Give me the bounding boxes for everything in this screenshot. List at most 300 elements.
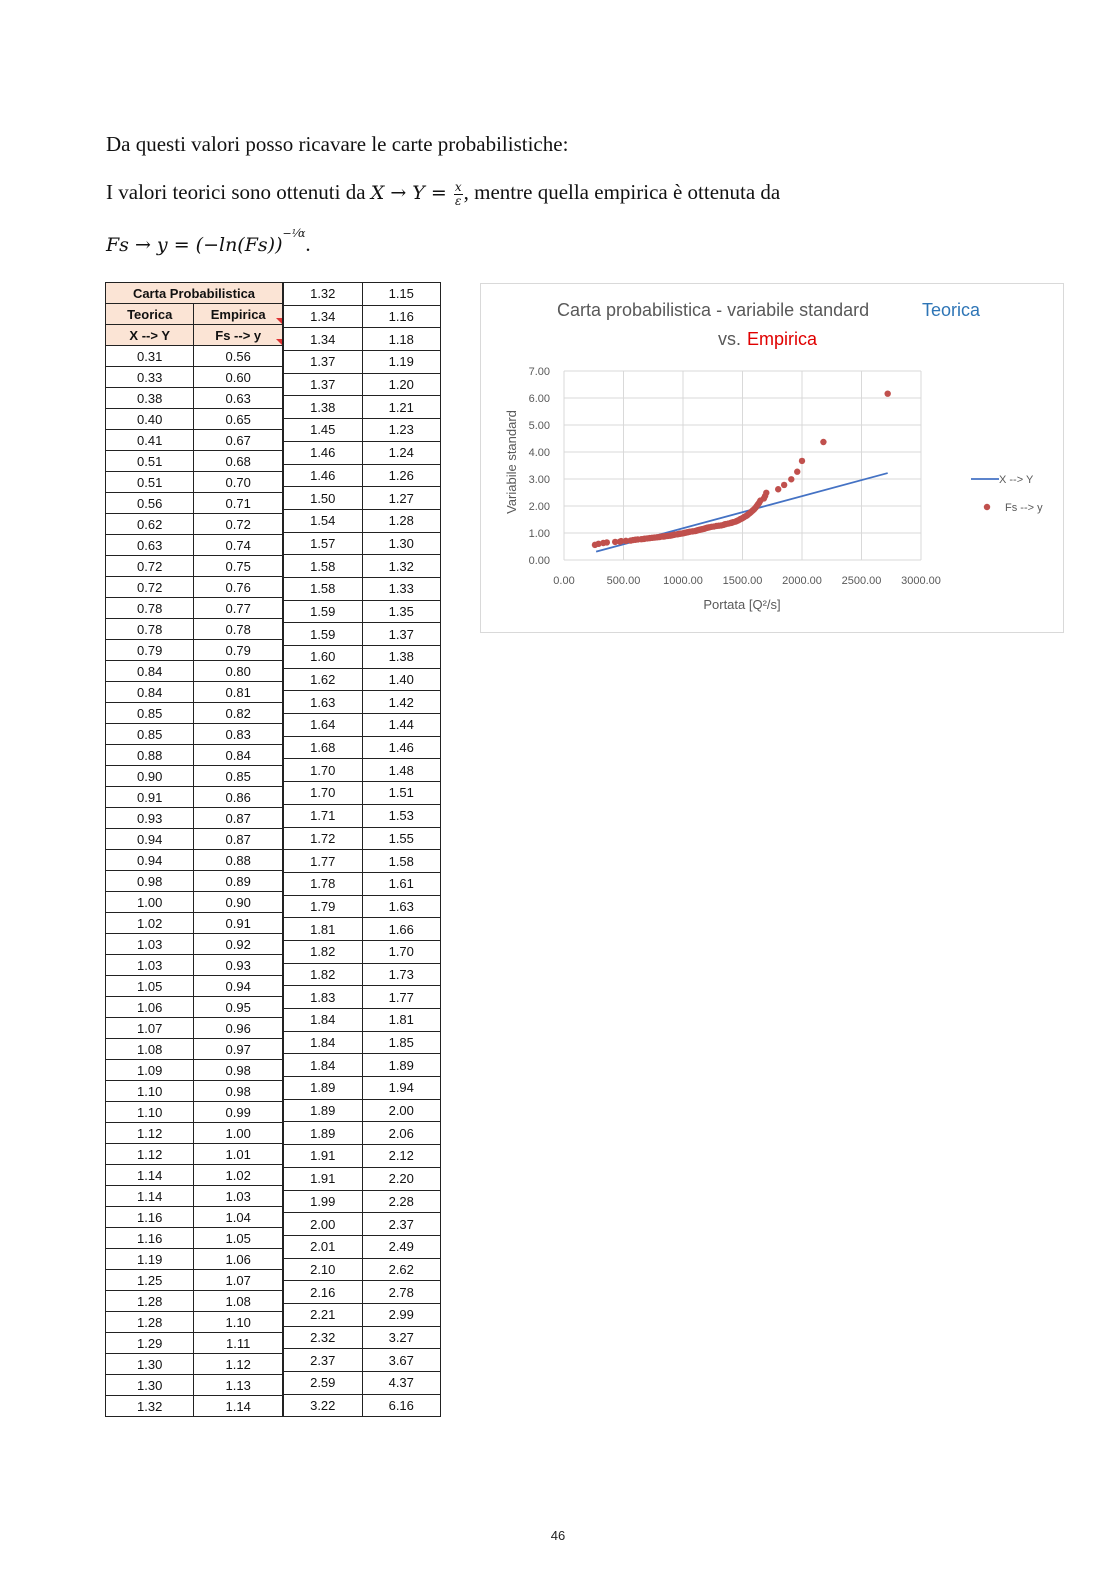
cell-empirica: 0.99 xyxy=(194,1102,283,1123)
cell-empirica: 1.01 xyxy=(194,1144,283,1165)
table-row xyxy=(284,555,441,578)
cell-teorica: 1.62 xyxy=(284,668,363,691)
line3-exponent: −¹⁄α xyxy=(282,227,306,240)
chart-title-empirica: Empirica xyxy=(747,329,818,349)
cell-empirica: 0.83 xyxy=(194,724,283,745)
intro-line-3 xyxy=(106,227,311,257)
table-row xyxy=(106,1186,283,1207)
legend-dot-swatch xyxy=(984,504,990,510)
cell-teorica: 1.89 xyxy=(284,1122,363,1145)
cell-teorica: 0.88 xyxy=(106,745,194,766)
cell-empirica: 1.53 xyxy=(362,804,441,827)
cell-empirica: 0.77 xyxy=(194,598,283,619)
cell-teorica: 1.89 xyxy=(284,1077,363,1100)
table-row xyxy=(284,600,441,623)
y-tick-label: 5.00 xyxy=(528,420,550,432)
cell-teorica: 0.94 xyxy=(106,850,194,871)
cell-teorica: 1.50 xyxy=(284,487,363,510)
y-axis-label: Variabile standard xyxy=(504,410,519,514)
cell-teorica: 0.41 xyxy=(106,430,194,451)
x-tick-label: 2500.00 xyxy=(841,575,882,587)
cell-teorica: 1.79 xyxy=(284,895,363,918)
data-point-fs-y xyxy=(781,482,787,488)
cell-empirica: 0.98 xyxy=(194,1081,283,1102)
cell-empirica: 1.12 xyxy=(194,1354,283,1375)
table-row xyxy=(106,1312,283,1333)
table-row xyxy=(106,1291,283,1312)
table-row xyxy=(284,328,441,351)
cell-empirica: 0.76 xyxy=(194,577,283,598)
cell-empirica: 1.20 xyxy=(362,373,441,396)
x-tick-label: 2000.00 xyxy=(782,575,822,587)
cell-teorica: 0.72 xyxy=(106,556,194,577)
line3-end: . xyxy=(305,232,311,256)
col-header-empirica: Empirica xyxy=(194,304,283,325)
table-row xyxy=(106,577,283,598)
cell-teorica: 0.79 xyxy=(106,640,194,661)
table-title: Carta Probabilistica xyxy=(106,283,283,304)
cell-empirica: 3.27 xyxy=(362,1326,441,1349)
table-row xyxy=(284,1031,441,1054)
cell-teorica: 1.07 xyxy=(106,1018,194,1039)
cell-empirica: 2.49 xyxy=(362,1235,441,1258)
cell-teorica: 1.68 xyxy=(284,736,363,759)
cell-teorica: 1.06 xyxy=(106,997,194,1018)
cell-teorica: 0.63 xyxy=(106,535,194,556)
table-row xyxy=(284,714,441,737)
cell-empirica: 1.66 xyxy=(362,918,441,941)
fraction-numerator: x xyxy=(454,179,462,194)
data-point-fs-y xyxy=(799,458,805,464)
cell-empirica: 1.04 xyxy=(194,1207,283,1228)
cell-empirica: 1.32 xyxy=(362,555,441,578)
table-row xyxy=(284,646,441,669)
table-row xyxy=(106,640,283,661)
table-row xyxy=(284,986,441,1009)
table-row xyxy=(106,409,283,430)
chart-svg xyxy=(481,284,1063,632)
cell-teorica: 1.30 xyxy=(106,1354,194,1375)
cell-teorica: 0.40 xyxy=(106,409,194,430)
cell-empirica: 2.37 xyxy=(362,1213,441,1236)
table-row xyxy=(284,782,441,805)
cell-teorica: 1.54 xyxy=(284,509,363,532)
cell-teorica: 0.84 xyxy=(106,682,194,703)
cell-empirica: 0.74 xyxy=(194,535,283,556)
cell-empirica: 2.12 xyxy=(362,1145,441,1168)
x-tick-label: 0.00 xyxy=(553,575,575,587)
cell-empirica: 1.07 xyxy=(194,1270,283,1291)
intro-line-2 xyxy=(106,180,780,208)
cell-teorica: 0.94 xyxy=(106,829,194,850)
table-row xyxy=(106,808,283,829)
table-row xyxy=(284,940,441,963)
cell-teorica: 1.10 xyxy=(106,1102,194,1123)
cell-teorica: 1.37 xyxy=(284,351,363,374)
legend-label-fs-y: Fs --> y xyxy=(1005,502,1043,514)
cell-empirica: 2.99 xyxy=(362,1303,441,1326)
fraction-denominator: ε xyxy=(455,193,462,208)
cell-teorica: 1.25 xyxy=(106,1270,194,1291)
cell-teorica: 1.89 xyxy=(284,1099,363,1122)
table-row xyxy=(284,1167,441,1190)
table-row xyxy=(284,1190,441,1213)
cell-teorica: 0.56 xyxy=(106,493,194,514)
cell-empirica: 1.21 xyxy=(362,396,441,419)
cell-empirica: 0.71 xyxy=(194,493,283,514)
cell-teorica: 1.57 xyxy=(284,532,363,555)
cell-empirica: 0.89 xyxy=(194,871,283,892)
table-row xyxy=(106,745,283,766)
cell-teorica: 1.78 xyxy=(284,872,363,895)
cell-empirica: 0.81 xyxy=(194,682,283,703)
page-number: 46 xyxy=(550,1528,566,1543)
table-row xyxy=(284,668,441,691)
chart-title-vs: vs. xyxy=(718,329,742,349)
cell-teorica: 1.70 xyxy=(284,759,363,782)
cell-teorica: 1.32 xyxy=(284,283,363,306)
table-row xyxy=(106,493,283,514)
table-row xyxy=(106,1018,283,1039)
cell-teorica: 0.38 xyxy=(106,388,194,409)
cell-empirica: 1.24 xyxy=(362,441,441,464)
cell-teorica: 1.19 xyxy=(106,1249,194,1270)
table-row xyxy=(284,351,441,374)
cell-empirica: 1.35 xyxy=(362,600,441,623)
table-row xyxy=(106,1060,283,1081)
cell-teorica: 1.45 xyxy=(284,419,363,442)
cell-empirica: 1.00 xyxy=(194,1123,283,1144)
chart-marks xyxy=(592,390,891,551)
table-row xyxy=(284,1372,441,1395)
cell-teorica: 2.32 xyxy=(284,1326,363,1349)
cell-empirica: 0.92 xyxy=(194,934,283,955)
table-row xyxy=(284,464,441,487)
table-row xyxy=(106,598,283,619)
data-point-fs-y xyxy=(884,390,890,396)
table-row xyxy=(284,827,441,850)
table-row xyxy=(284,577,441,600)
cell-teorica: 1.28 xyxy=(106,1312,194,1333)
cell-empirica: 0.60 xyxy=(194,367,283,388)
cell-teorica: 1.09 xyxy=(106,1060,194,1081)
table-row xyxy=(284,918,441,941)
cell-teorica: 1.70 xyxy=(284,782,363,805)
cell-empirica: 2.78 xyxy=(362,1281,441,1304)
cell-teorica: 2.01 xyxy=(284,1235,363,1258)
table-row xyxy=(106,1333,283,1354)
cell-empirica: 1.61 xyxy=(362,872,441,895)
x-tick-label: 1500.00 xyxy=(722,575,763,587)
chart-container xyxy=(480,283,1064,633)
table-row xyxy=(284,759,441,782)
cell-teorica: 0.78 xyxy=(106,598,194,619)
cell-teorica: 1.00 xyxy=(106,892,194,913)
cell-empirica: 1.11 xyxy=(194,1333,283,1354)
line2-text-a: I valori teorici sono ottenuti da xyxy=(106,180,371,204)
line2-text-b: , mentre quella empirica è ottenuta da xyxy=(463,180,781,204)
cell-teorica: 0.51 xyxy=(106,451,194,472)
table-row xyxy=(284,487,441,510)
col-header-teorica: Teorica xyxy=(106,304,194,325)
line2-fraction xyxy=(454,181,463,208)
cell-teorica: 1.59 xyxy=(284,623,363,646)
table-row xyxy=(106,472,283,493)
cell-teorica: 0.98 xyxy=(106,871,194,892)
table-row xyxy=(284,373,441,396)
cell-empirica: 1.46 xyxy=(362,736,441,759)
cell-empirica: 0.63 xyxy=(194,388,283,409)
cell-teorica: 1.16 xyxy=(106,1207,194,1228)
cell-empirica: 1.18 xyxy=(362,328,441,351)
cell-teorica: 1.77 xyxy=(284,850,363,873)
cell-teorica: 1.46 xyxy=(284,464,363,487)
cell-empirica: 1.10 xyxy=(194,1312,283,1333)
table-row xyxy=(284,804,441,827)
table-row xyxy=(106,703,283,724)
data-point-fs-y xyxy=(775,486,781,492)
cell-teorica: 0.51 xyxy=(106,472,194,493)
chart-grid xyxy=(564,371,921,560)
data-point-fs-y xyxy=(820,439,826,445)
table-row xyxy=(284,1145,441,1168)
cell-empirica: 1.30 xyxy=(362,532,441,555)
line2-formula: X → Y = xyxy=(370,182,453,204)
x-tick-label: 500.00 xyxy=(606,575,641,587)
cell-empirica: 0.67 xyxy=(194,430,283,451)
table-row xyxy=(284,1235,441,1258)
cell-teorica: 0.33 xyxy=(106,367,194,388)
table-row xyxy=(106,829,283,850)
table-row xyxy=(106,514,283,535)
table-row xyxy=(106,955,283,976)
table-row xyxy=(284,1303,441,1326)
cell-teorica: 1.38 xyxy=(284,396,363,419)
table-row xyxy=(284,1099,441,1122)
cell-empirica: 1.89 xyxy=(362,1054,441,1077)
cell-empirica: 1.02 xyxy=(194,1165,283,1186)
cell-empirica: 0.91 xyxy=(194,913,283,934)
table-row xyxy=(284,1077,441,1100)
sub-header-x-y: X --> Y xyxy=(106,325,194,346)
cell-empirica: 0.84 xyxy=(194,745,283,766)
table-row xyxy=(106,1354,283,1375)
cell-teorica: 1.59 xyxy=(284,600,363,623)
table-row xyxy=(106,535,283,556)
cell-empirica: 1.08 xyxy=(194,1291,283,1312)
cell-empirica: 1.51 xyxy=(362,782,441,805)
table-row xyxy=(284,419,441,442)
table-row xyxy=(284,396,441,419)
cell-empirica: 1.03 xyxy=(194,1186,283,1207)
cell-empirica: 1.26 xyxy=(362,464,441,487)
cell-teorica: 0.62 xyxy=(106,514,194,535)
cell-empirica: 0.70 xyxy=(194,472,283,493)
cell-teorica: 1.84 xyxy=(284,1031,363,1054)
cell-teorica: 1.60 xyxy=(284,646,363,669)
cell-empirica: 0.95 xyxy=(194,997,283,1018)
cell-teorica: 0.91 xyxy=(106,787,194,808)
cell-empirica: 0.86 xyxy=(194,787,283,808)
table-row xyxy=(284,532,441,555)
cell-teorica: 1.99 xyxy=(284,1190,363,1213)
line3-formula: Fs → y = (−ln(Fs)) xyxy=(106,234,283,256)
y-tick-label: 3.00 xyxy=(528,474,550,486)
table-row xyxy=(106,1228,283,1249)
table-row xyxy=(106,934,283,955)
table-row xyxy=(106,556,283,577)
cell-empirica: 1.33 xyxy=(362,577,441,600)
table-row xyxy=(106,388,283,409)
cell-teorica: 2.59 xyxy=(284,1372,363,1395)
table-row xyxy=(106,1144,283,1165)
cell-empirica: 2.28 xyxy=(362,1190,441,1213)
cell-empirica: 1.38 xyxy=(362,646,441,669)
cell-empirica: 0.94 xyxy=(194,976,283,997)
y-tick-label: 2.00 xyxy=(528,501,550,513)
cell-teorica: 1.10 xyxy=(106,1081,194,1102)
cell-teorica: 2.16 xyxy=(284,1281,363,1304)
y-tick-label: 4.00 xyxy=(528,447,550,459)
table-row xyxy=(284,872,441,895)
cell-teorica: 1.91 xyxy=(284,1167,363,1190)
cell-empirica: 1.77 xyxy=(362,986,441,1009)
table-row xyxy=(106,892,283,913)
table-row xyxy=(106,1123,283,1144)
table-row xyxy=(106,451,283,472)
cell-teorica: 1.71 xyxy=(284,804,363,827)
table-row xyxy=(284,1258,441,1281)
cell-empirica: 0.75 xyxy=(194,556,283,577)
chart-legend xyxy=(971,474,1043,514)
cell-teorica: 2.10 xyxy=(284,1258,363,1281)
cell-teorica: 1.12 xyxy=(106,1144,194,1165)
table-row xyxy=(284,1009,441,1032)
data-point-fs-y xyxy=(794,469,800,475)
table-row xyxy=(284,623,441,646)
cell-teorica: 2.00 xyxy=(284,1213,363,1236)
cell-teorica: 0.85 xyxy=(106,724,194,745)
x-tick-label: 3000.00 xyxy=(901,575,941,587)
cell-empirica: 1.16 xyxy=(362,305,441,328)
cell-empirica: 1.27 xyxy=(362,487,441,510)
cell-empirica: 0.82 xyxy=(194,703,283,724)
cell-empirica: 0.80 xyxy=(194,661,283,682)
cell-teorica: 1.02 xyxy=(106,913,194,934)
cell-empirica: 1.14 xyxy=(194,1396,283,1417)
cell-teorica: 0.31 xyxy=(106,346,194,367)
cell-teorica: 0.93 xyxy=(106,808,194,829)
table-row xyxy=(106,1249,283,1270)
table-row xyxy=(106,1375,283,1396)
x-tick-label: 1000.00 xyxy=(663,575,703,587)
cell-empirica: 1.05 xyxy=(194,1228,283,1249)
table-row xyxy=(106,913,283,934)
cell-teorica: 0.90 xyxy=(106,766,194,787)
table-row xyxy=(284,509,441,532)
cell-teorica: 2.37 xyxy=(284,1349,363,1372)
cell-teorica: 1.30 xyxy=(106,1375,194,1396)
cell-teorica: 1.29 xyxy=(106,1333,194,1354)
x-axis-label: Portata [Q²/s] xyxy=(703,597,781,612)
cell-empirica: 0.93 xyxy=(194,955,283,976)
table-row xyxy=(106,724,283,745)
cell-empirica: 0.72 xyxy=(194,514,283,535)
table-row xyxy=(106,1081,283,1102)
table-row xyxy=(106,1270,283,1291)
table-row xyxy=(106,1102,283,1123)
cell-empirica: 0.87 xyxy=(194,829,283,850)
table-row xyxy=(106,1039,283,1060)
cell-empirica: 1.37 xyxy=(362,623,441,646)
cell-empirica: 1.55 xyxy=(362,827,441,850)
cell-teorica: 1.58 xyxy=(284,555,363,578)
cell-empirica: 6.16 xyxy=(362,1394,441,1417)
table-row xyxy=(106,1396,283,1417)
cell-teorica: 1.72 xyxy=(284,827,363,850)
cell-teorica: 1.46 xyxy=(284,441,363,464)
cell-teorica: 1.63 xyxy=(284,691,363,714)
table-row xyxy=(284,1394,441,1417)
cell-teorica: 1.84 xyxy=(284,1009,363,1032)
chart-title-part1: Carta probabilistica - variabile standard xyxy=(557,300,870,320)
cell-empirica: 1.28 xyxy=(362,509,441,532)
cell-empirica: 1.70 xyxy=(362,940,441,963)
table-row xyxy=(284,691,441,714)
cell-empirica: 2.20 xyxy=(362,1167,441,1190)
cell-empirica: 1.40 xyxy=(362,668,441,691)
cell-empirica: 1.19 xyxy=(362,351,441,374)
cell-empirica: 1.63 xyxy=(362,895,441,918)
table-row xyxy=(106,619,283,640)
y-tick-label: 6.00 xyxy=(528,393,550,405)
cell-teorica: 1.03 xyxy=(106,934,194,955)
table-row xyxy=(106,976,283,997)
cell-empirica: 0.88 xyxy=(194,850,283,871)
table-row xyxy=(284,1349,441,1372)
cell-empirica: 0.96 xyxy=(194,1018,283,1039)
cell-empirica: 0.85 xyxy=(194,766,283,787)
table-row xyxy=(284,1213,441,1236)
cell-teorica: 0.84 xyxy=(106,661,194,682)
cell-teorica: 1.34 xyxy=(284,305,363,328)
table-row xyxy=(284,963,441,986)
cell-teorica: 1.58 xyxy=(284,577,363,600)
table-row xyxy=(284,283,441,306)
table-row xyxy=(284,305,441,328)
table-row xyxy=(284,1054,441,1077)
cell-empirica: 0.65 xyxy=(194,409,283,430)
cell-teorica: 1.12 xyxy=(106,1123,194,1144)
cell-teorica: 1.82 xyxy=(284,940,363,963)
cell-teorica: 1.14 xyxy=(106,1165,194,1186)
cell-empirica: 0.79 xyxy=(194,640,283,661)
cell-empirica: 2.06 xyxy=(362,1122,441,1145)
cell-empirica: 1.94 xyxy=(362,1077,441,1100)
cell-empirica: 1.06 xyxy=(194,1249,283,1270)
data-point-fs-y xyxy=(788,476,794,482)
table-row xyxy=(106,367,283,388)
cell-empirica: 1.58 xyxy=(362,850,441,873)
cell-teorica: 1.14 xyxy=(106,1186,194,1207)
cell-teorica: 1.37 xyxy=(284,373,363,396)
cell-teorica: 1.03 xyxy=(106,955,194,976)
table-row xyxy=(106,997,283,1018)
cell-empirica: 2.62 xyxy=(362,1258,441,1281)
table-left xyxy=(105,282,283,1417)
cell-empirica: 0.78 xyxy=(194,619,283,640)
cell-empirica: 1.48 xyxy=(362,759,441,782)
